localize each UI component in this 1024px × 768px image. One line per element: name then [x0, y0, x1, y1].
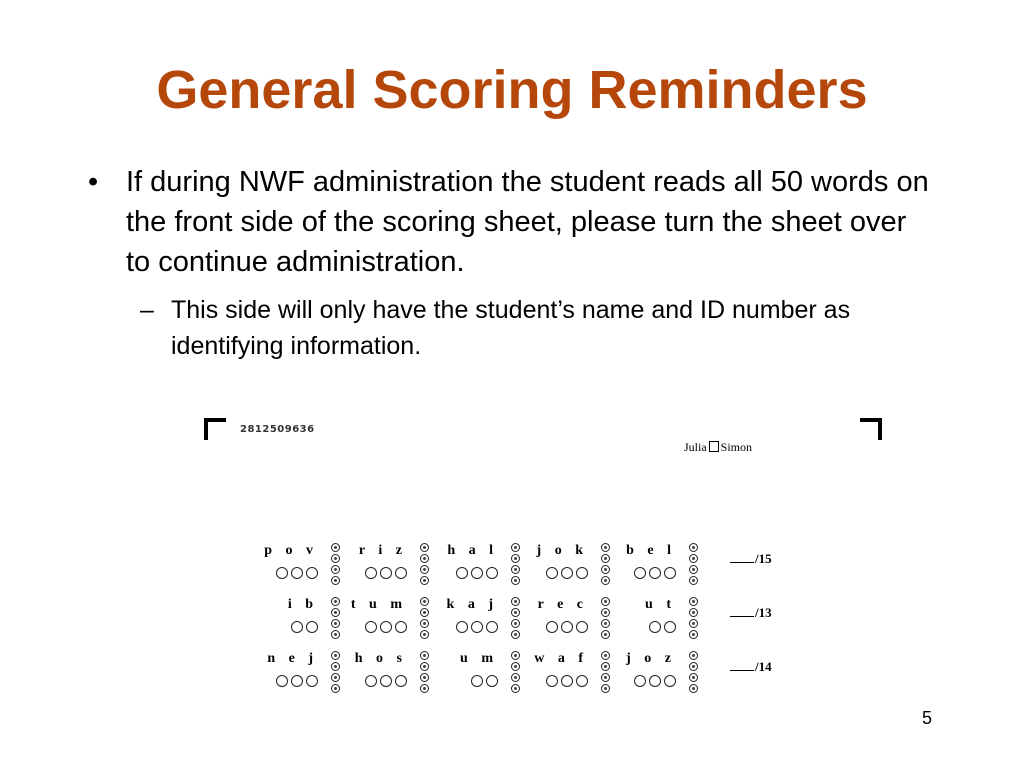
score-marks	[601, 651, 610, 693]
score-mark-icon	[420, 630, 429, 639]
score-mark-icon	[601, 597, 610, 606]
score-marks	[689, 651, 698, 693]
bullet-text: If during NWF administration the student reads all 50 words on the front side of the scoring sheet, please turn the sheet over to continue administration.	[126, 166, 929, 278]
missing-glyph-box	[709, 441, 719, 452]
score-mark-icon	[420, 554, 429, 563]
nonsense-word: u t	[645, 597, 676, 612]
nonsense-word: r i z	[358, 543, 407, 558]
score-marks	[601, 597, 610, 639]
score-mark-icon	[689, 651, 698, 660]
letter-circle	[471, 675, 483, 687]
score-mark-icon	[511, 608, 520, 617]
score-mark-icon	[601, 673, 610, 682]
score-mark-icon	[601, 630, 610, 639]
letter-circle	[634, 675, 646, 687]
letter-circles	[365, 675, 407, 687]
letter-circles	[276, 567, 318, 579]
letter-circle	[576, 567, 588, 579]
letter-circle	[546, 621, 558, 633]
nonsense-word: k a j	[446, 597, 498, 612]
letter-circle	[306, 675, 318, 687]
letter-circle	[649, 567, 661, 579]
score-mark-icon	[689, 662, 698, 671]
score-mark-icon	[511, 597, 520, 606]
letter-circle	[471, 567, 483, 579]
bullet-marker: •	[88, 166, 99, 198]
score-mark-icon	[689, 565, 698, 574]
score-blank	[730, 562, 754, 563]
letter-circles	[634, 675, 676, 687]
score-mark-icon	[601, 543, 610, 552]
row-score	[730, 551, 772, 567]
letter-circle	[291, 675, 303, 687]
score-mark-icon	[601, 651, 610, 660]
score-mark-icon	[511, 576, 520, 585]
score-mark-icon	[511, 554, 520, 563]
score-marks	[420, 543, 429, 585]
letter-circle	[664, 621, 676, 633]
word-cell	[618, 543, 698, 593]
score-mark-icon	[511, 662, 520, 671]
score-mark-icon	[601, 619, 610, 628]
word-cell	[260, 651, 340, 701]
score-mark-icon	[420, 543, 429, 552]
word-cell	[260, 597, 340, 647]
letter-circle	[395, 675, 407, 687]
nonsense-word: j o k	[536, 543, 588, 558]
row-score	[730, 605, 772, 621]
letter-circle	[576, 675, 588, 687]
score-blank	[730, 616, 754, 617]
score-marks	[511, 651, 520, 693]
letter-circles	[546, 675, 588, 687]
row-score	[730, 659, 772, 675]
word-cell	[440, 597, 520, 647]
nonsense-word: n e j	[267, 651, 318, 666]
score-mark-icon	[420, 608, 429, 617]
page-number: 5	[922, 708, 933, 728]
score-marks	[420, 597, 429, 639]
corner-mark-top-right	[860, 418, 882, 440]
letter-circle	[291, 567, 303, 579]
score-mark-icon	[511, 619, 520, 628]
letter-circle	[576, 621, 588, 633]
student-last-name: Simon	[720, 440, 753, 454]
score-mark-icon	[420, 684, 429, 693]
letter-circle	[649, 621, 661, 633]
word-cell	[618, 651, 698, 701]
score-mark-icon	[420, 673, 429, 682]
student-first-name: Julia	[684, 440, 707, 454]
score-mark-icon	[511, 673, 520, 682]
nonsense-word: h a l	[447, 543, 498, 558]
score-mark-icon	[331, 543, 340, 552]
score-mark-icon	[511, 651, 520, 660]
score-mark-icon	[689, 619, 698, 628]
sub-bullet-text: This side will only have the student’s name and ID number as identifying information.	[171, 296, 851, 360]
letter-circle	[365, 567, 377, 579]
score-total: /13	[755, 605, 772, 620]
letter-circle	[380, 621, 392, 633]
letter-circles	[365, 621, 407, 633]
student-name	[684, 440, 752, 455]
score-marks	[331, 543, 340, 585]
score-total: /15	[755, 551, 772, 566]
letter-circles	[456, 621, 498, 633]
word-cell	[530, 597, 610, 647]
letter-circle	[365, 621, 377, 633]
score-marks	[420, 651, 429, 693]
score-mark-icon	[420, 662, 429, 671]
score-mark-icon	[331, 608, 340, 617]
score-blank	[730, 670, 754, 671]
letter-circles	[634, 567, 676, 579]
score-total: /14	[755, 659, 772, 674]
score-mark-icon	[420, 651, 429, 660]
corner-mark-top-left	[204, 418, 226, 440]
letter-circle	[664, 567, 676, 579]
sub-bullet-marker: –	[140, 296, 154, 324]
score-mark-icon	[331, 554, 340, 563]
word-cell	[349, 543, 429, 593]
word-cell	[530, 651, 610, 701]
letter-circle	[561, 567, 573, 579]
word-cell	[349, 651, 429, 701]
score-mark-icon	[331, 619, 340, 628]
score-mark-icon	[420, 576, 429, 585]
score-mark-icon	[601, 576, 610, 585]
letter-circle	[306, 621, 318, 633]
nonsense-word: w a f	[534, 651, 588, 666]
letter-circle	[456, 567, 468, 579]
score-marks	[331, 597, 340, 639]
letter-circles	[471, 675, 498, 687]
score-mark-icon	[511, 630, 520, 639]
letter-circle	[380, 675, 392, 687]
letter-circle	[561, 675, 573, 687]
score-mark-icon	[689, 543, 698, 552]
letter-circle	[634, 567, 646, 579]
nonsense-word: u m	[460, 651, 498, 666]
nonsense-word: b e l	[626, 543, 676, 558]
letter-circle	[395, 567, 407, 579]
letter-circle	[486, 675, 498, 687]
score-mark-icon	[689, 597, 698, 606]
letter-circle	[291, 621, 303, 633]
nonsense-word: j o z	[626, 651, 676, 666]
letter-circle	[471, 621, 483, 633]
letter-circle	[380, 567, 392, 579]
nonsense-word: t u m	[350, 597, 407, 612]
score-mark-icon	[331, 662, 340, 671]
letter-circles	[546, 621, 588, 633]
score-mark-icon	[331, 684, 340, 693]
score-mark-icon	[601, 662, 610, 671]
slide-title: General Scoring Reminders	[156, 60, 868, 120]
nonsense-word: p o v	[264, 543, 318, 558]
score-marks	[331, 651, 340, 693]
word-cell	[260, 543, 340, 593]
word-cell	[440, 651, 520, 701]
scoring-sheet-image	[200, 412, 890, 702]
score-mark-icon	[331, 673, 340, 682]
student-id-number: 2812509636	[240, 424, 315, 435]
letter-circles	[365, 567, 407, 579]
word-cell	[530, 543, 610, 593]
score-mark-icon	[331, 630, 340, 639]
letter-circle	[664, 675, 676, 687]
score-marks	[511, 597, 520, 639]
word-cell	[349, 597, 429, 647]
score-mark-icon	[511, 684, 520, 693]
letter-circle	[546, 567, 558, 579]
score-mark-icon	[601, 684, 610, 693]
score-mark-icon	[689, 684, 698, 693]
score-mark-icon	[331, 651, 340, 660]
score-mark-icon	[601, 565, 610, 574]
letter-circles	[276, 675, 318, 687]
letter-circle	[365, 675, 377, 687]
nonsense-word: h o s	[354, 651, 407, 666]
score-mark-icon	[689, 673, 698, 682]
letter-circles	[546, 567, 588, 579]
score-mark-icon	[601, 608, 610, 617]
score-mark-icon	[420, 597, 429, 606]
score-mark-icon	[331, 576, 340, 585]
letter-circle	[456, 621, 468, 633]
score-mark-icon	[331, 597, 340, 606]
letter-circle	[546, 675, 558, 687]
letter-circle	[486, 567, 498, 579]
score-marks	[689, 543, 698, 585]
letter-circle	[649, 675, 661, 687]
score-mark-icon	[420, 619, 429, 628]
letter-circle	[395, 621, 407, 633]
score-mark-icon	[331, 565, 340, 574]
word-cell	[440, 543, 520, 593]
score-mark-icon	[511, 565, 520, 574]
score-mark-icon	[689, 630, 698, 639]
score-marks	[689, 597, 698, 639]
word-cell	[618, 597, 698, 647]
letter-circle	[561, 621, 573, 633]
letter-circle	[486, 621, 498, 633]
letter-circle	[276, 675, 288, 687]
letter-circles	[649, 621, 676, 633]
score-mark-icon	[511, 543, 520, 552]
score-marks	[601, 543, 610, 585]
nonsense-word: r e c	[537, 597, 588, 612]
score-marks	[511, 543, 520, 585]
nonsense-word: i b	[287, 597, 318, 612]
score-mark-icon	[420, 565, 429, 574]
score-mark-icon	[689, 576, 698, 585]
letter-circle	[276, 567, 288, 579]
score-mark-icon	[689, 554, 698, 563]
letter-circles	[456, 567, 498, 579]
score-mark-icon	[601, 554, 610, 563]
letter-circles	[291, 621, 318, 633]
score-mark-icon	[689, 608, 698, 617]
letter-circle	[306, 567, 318, 579]
